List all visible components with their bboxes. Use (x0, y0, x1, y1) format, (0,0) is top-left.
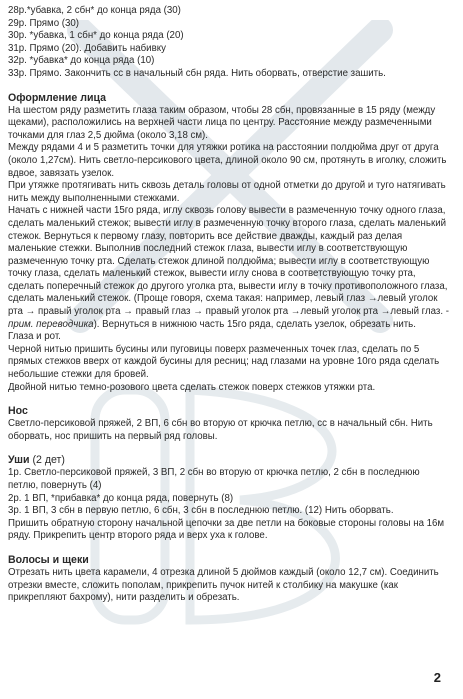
section-heading-ears (8, 454, 450, 467)
pattern-row: 28р.*убавка, 2 сбн* до конца ряда (30) (8, 5, 181, 16)
heading-text: Уши (8, 454, 30, 467)
paragraph: Отрезать нить цвета карамели, 4 отрезка длиной 5 дюймов каждый (около 12,7 см). Соединить отрезки вместе, сложить пополам, прикрепить пучок нитей к столбику на макушке (как прикрепляют бахрому), нити разделить и обрезать. (8, 566, 439, 604)
paragraph: Двойной нитью темно-розового цвета сделать стежок поверх стежков утяжки рта. (8, 381, 376, 393)
section-heading-nose: Нос (8, 405, 28, 418)
pattern-row: 29р. Прямо (30) (8, 17, 80, 29)
translator-note: прим. переводчика (8, 318, 94, 330)
paragraph-text: ). Вернуться в нижнюю часть 15го ряда, сделать узелок, обрезать нить. (93, 318, 416, 330)
paragraph-text: Начать с нижней части 15го ряда, иглу сквозь голову вывести в размеченную точку одного глаза, сделать маленький стежок; вывести иглу в размеченную точку второго глаза, сделать маленький стежок. Вернуться к первому глазу, повторить все действие дважды, каждый раз делая маленькие стежки. Выполнив последний стежок глаза, вывести иглу в соответствующую размеченную точку рта. Сделать стежок длиной полдюйма; вывести иглу в соответствующую точку глаза, сделать маленький стежок, вывести иглу снова в соответствующую точку рта, сделать поперечный стежок до другого уголка рта, вывести иглу в точку противоположного глаза, сделать маленький стежок. (Проще говоря, схема такая: например, левый глаз →левый уголок рта → правый уголок рта → правый глаз → правый уголок рта →левый уголок рта →левый глаз. - (8, 205, 449, 318)
pattern-row: 2р. 1 ВП, *прибавка* до конца ряда, повернуть (8) (8, 492, 234, 504)
section-heading-face: Оформление лица (8, 91, 107, 104)
paragraph: Черной нитью пришить бусины или пуговицы поверх размеченных точек глаз, сделать по 5 прямых стежков вверх от каждой бусины для ресниц; над глазами на уровне 10го ряда сделать небольшие стежки для бровей. (8, 343, 440, 381)
paragraph: Глаза и рот. (8, 331, 61, 343)
pattern-row: 3р. 1 ВП, 3 сбн в первую петлю, 6 сбн, 3 сбн в последнюю петлю. (12) Нить оборвать. (8, 505, 394, 517)
paragraph: Пришить обратную сторону начальной цепочки за две петли на боковые стороны головы на 16м ряду. Прикрепить центр второго ряда и верх уха к голове. (8, 517, 445, 542)
paragraph: Светло-персиковой пряжей, 2 ВП, 6 сбн во вторую от крючка петлю, сс в начальный сбн. Нить оборвать, нос пришить на первый ряд головы. (8, 418, 433, 442)
pattern-row: 30р. *убавка, 1 сбн* до конца ряда (20) (8, 30, 184, 42)
section-heading-hair: Волосы и щеки (8, 553, 89, 566)
paragraph: При утяжке протягивать нить сквозь деталь головы от одной отметки до другой и туго натягивать нить между выполненными стежками. (8, 180, 446, 204)
document-page (8, 5, 450, 605)
paragraph (8, 205, 450, 331)
pattern-row: 32р. *убавка* до конца ряда (10) (8, 55, 155, 67)
pattern-row: 33р. Прямо. Закончить сс в начальный сбн ряда. Нить оборвать, отверстие зашить. (8, 67, 386, 79)
heading-note: (2 дет) (29, 454, 65, 467)
paragraph: На шестом ряду разметить глаза таким образом, чтобы 28 сбн, провязанные в 15 ряду (между щеками), расположились на верхней части лица по центру. Расстояние между размеченными точками для глаз 2,5 дюйма (около 3,18 см). (8, 104, 436, 141)
pattern-row: 1р. Светло-персиковой пряжей, 3 ВП, 2 сбн во вторую от крючка петлю, 2 сбн в последнюю петлю, повернуть (4) (8, 467, 420, 491)
pattern-row: 31р. Прямо (20). Добавить набивку (8, 42, 166, 54)
page-number: 2 (433, 670, 441, 685)
paragraph: Между рядами 4 и 5 разметить точки для утяжки ротика на расстоянии полдюйма друг от друга (около 1,27см). Нить светло-персикового цвета, длиной около 90 см, протянуть в иголку, сложить вдвое, завязать узелок. (8, 142, 447, 179)
